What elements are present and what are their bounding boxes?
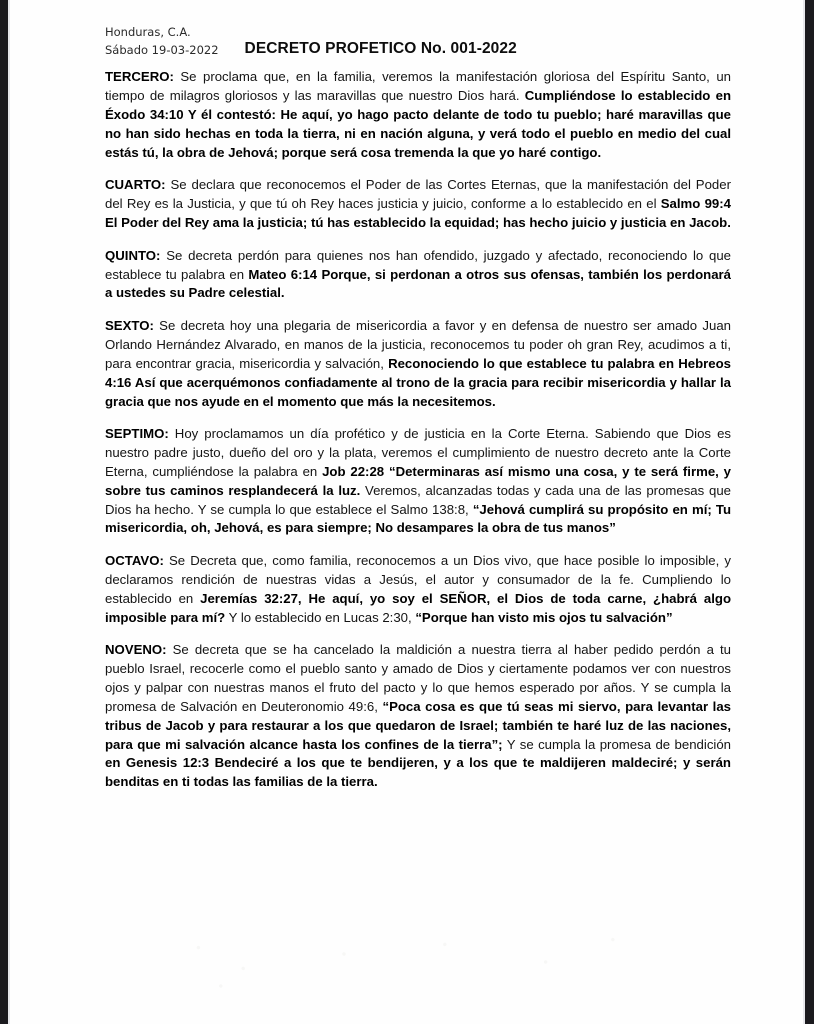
clause-text: Se Decreta que, como familia, reconocemos a un Dios vivo, que hace posible lo imposible, y declaramos rendición de nuestras vidas a Jesús, el autor y consumador de la fe. Cumpliendo lo establecido en [105, 553, 731, 606]
clause-text-emphasis: Mateo 6:14 Porque, si perdonan a otros sus ofensas, también los perdonará a ustedes su Padre celestial. [105, 266, 731, 301]
clause-paragraph [105, 641, 731, 792]
clause-paragraph [105, 247, 731, 303]
clause-text-emphasis: Salmo 99:4 El Poder del Rey ama la justicia; tú has establecido la equidad; has hecho juicio y justicia en Jacob. [105, 196, 731, 230]
clause-text: Y se cumpla la promesa de bendición [502, 736, 732, 752]
clause-paragraph [105, 176, 731, 232]
scanner-edge-right [805, 0, 814, 1024]
document-title: DECRETO PROFETICO No. 001-2022 [244, 40, 517, 57]
clause-text: Hoy proclamamos un día profético y de justicia en la Corte Eterna. Sabiendo que Dios es nuestro padre justo, dueño del oro y la plata, veremos el cumplimiento de nuestro decreto ante la Corte Eterna, cumpliéndose la palabra en [105, 426, 731, 479]
clause-text: Veremos, alcanzadas todas y cada una de las promesas que Dios ha hecho. Y se cumpla lo que establece el Salmo 138:8, [105, 482, 731, 517]
origin-block [105, 22, 219, 59]
clause-text-emphasis: “Jehová cumplirá su propósito en mí; Tu misericordia, oh, Jehová, es para siempre; No desampares la obra de tus manos” [105, 501, 731, 536]
clause-paragraph [105, 68, 731, 162]
clause-paragraph [105, 317, 731, 411]
clause-text-emphasis: Jeremías 32:27, He aquí, yo soy el SEÑOR, el Dios de toda carne, ¿habrá algo imposible para mí? [105, 590, 731, 625]
clause-text: Se decreta que se ha cancelado la maldición a nuestra tierra al haber pedido perdón a tu pueblo Israel, recocerle como el pueblo santo y amado de Dios y ciertamente podamos ver con nuestros ojos y palpar con nuestras manos el fruto del pacto y lo que hemos esperado por años. Y se cumpla la promesa de Salvación en Deuteronomio 49:6, [105, 642, 731, 714]
clause-label: TERCERO: [105, 69, 174, 85]
clause-text: Se decreta hoy una plegaria de misericordia a favor y en defensa de nuestro ser amado Juan Orlando Hernández Alvarado, en manos de la justicia, reconocemos tu poder oh gran Rey, acudimos a ti, para encontrar gracia, misericordia y salvación, [105, 318, 731, 371]
scanner-edge-left [0, 0, 8, 1024]
clause-text-emphasis: “Poca cosa es que tú seas mi siervo, para levantar las tribus de Jacob y para restaurar a los que quedaron de Israel; también te haré luz de las naciones, para que mi salvación alcance hasta los confines de la tierra”; [105, 698, 731, 752]
origin-date: Sábado 19-03-2022 [105, 43, 219, 58]
clause-text-emphasis: en Genesis 12:3 Bendeciré a los que te bendijeren, y a los que te maldijeren maldeciré; y serán benditas en ti todas las familias de la tierra. [105, 755, 731, 790]
clause-label: SEPTIMO: [105, 426, 169, 442]
clause-label: NOVENO: [105, 642, 167, 658]
clause-text-emphasis: Reconociendo lo que establece tu palabra en Hebreos 4:16 Así que acerquémonos confiadamente al trono de la gracia para recibir misericordia y hallar la gracia que nos ayude en el momento que más la necesitemos. [105, 355, 731, 409]
clause-text: Se decreta perdón para quienes nos han ofendido, juzgado y afectado, reconociendo lo que establece tu palabra en [105, 247, 731, 282]
clause-text-emphasis: Job 22:28 “Determinaras así mismo una cosa, y te será firme, y sobre tus caminos resplandecerá la luz. [105, 463, 732, 498]
scanner-seam-right [803, 0, 805, 1024]
clause-text-emphasis: Cumpliéndose lo establecido en Éxodo 34:10 Y él contestó: He aquí, yo hago pacto delante de todo tu pueblo; haré maravillas que no han sido hechas en toda la tierra, ni en nación alguna, y verá todo el pueblo en medio del cual estás tú, la obra de Jehová; porque será cosa tremenda la que yo haré contigo. [105, 88, 731, 160]
clause-label: CUARTO: [105, 177, 166, 193]
clause-label: OCTAVO: [105, 553, 164, 569]
document-paper [10, 0, 803, 1024]
clause-label: SEXTO: [105, 318, 154, 334]
clause-paragraph [105, 552, 731, 627]
clause-text: Se declara que reconocemos el Poder de las Cortes Eternas, que la manifestación del Poder del Rey es la Justicia, y que tú oh Rey haces justicia y juicio, conforme a lo establecido en el [105, 177, 731, 212]
clause-text: Y lo establecido en Lucas 2:30, [225, 609, 416, 625]
document-header [105, 22, 731, 59]
origin-country: Honduras, C.A. [105, 25, 191, 39]
clause-label: QUINTO: [105, 247, 161, 263]
clause-paragraph [105, 425, 731, 538]
clause-list [105, 68, 731, 792]
clause-text-emphasis: “Porque han visto mis ojos tu salvación” [415, 609, 673, 625]
clause-text: Se proclama que, en la familia, veremos la manifestación gloriosa del Espíritu Santo, un tiempo de milagros gloriosos y las maravillas que nuestro Dios hará. [105, 69, 731, 104]
